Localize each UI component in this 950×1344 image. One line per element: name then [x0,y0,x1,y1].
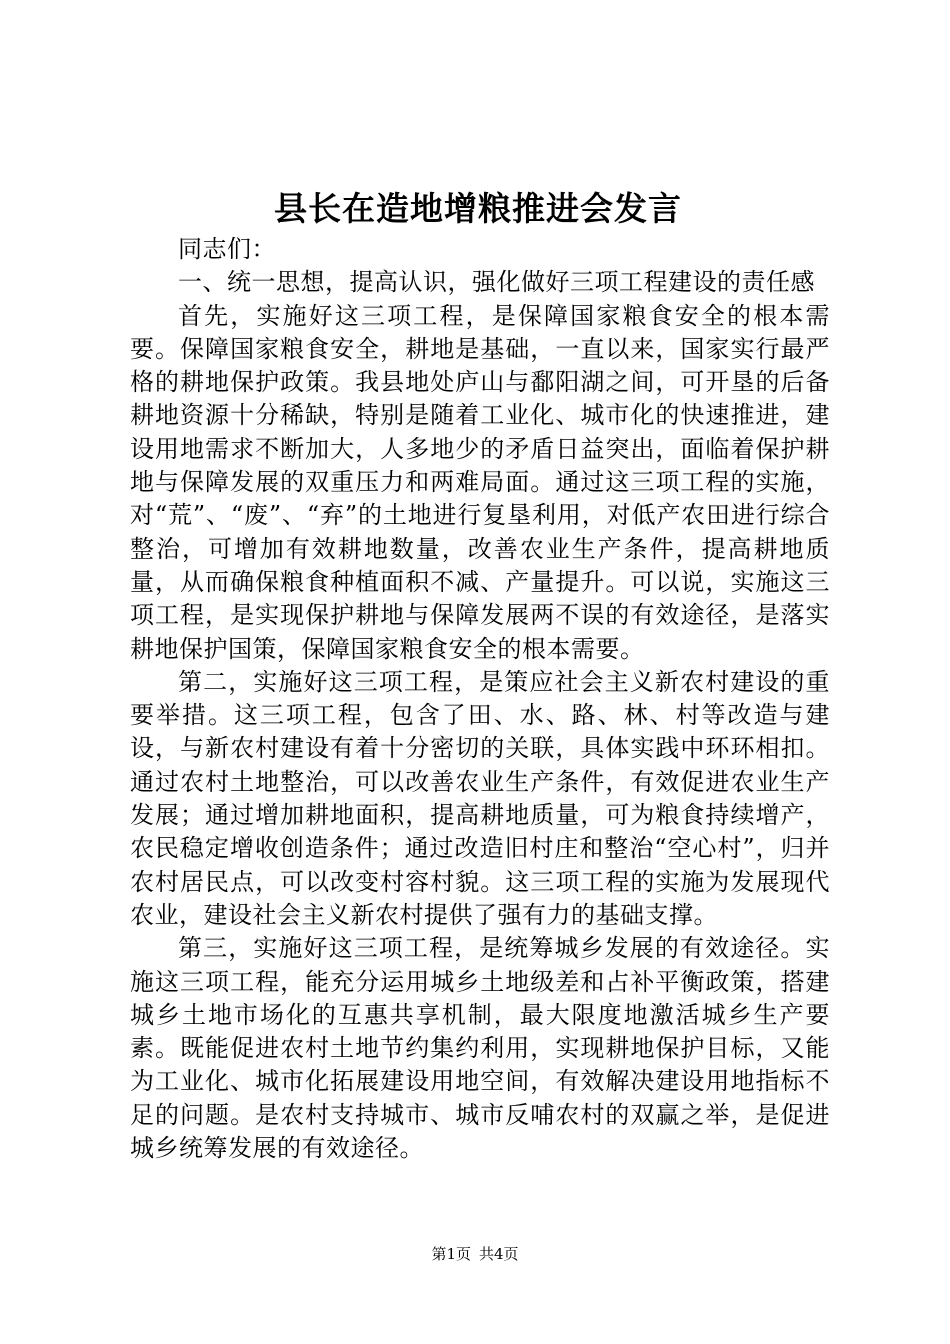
page-number: 第1页 [431,1245,471,1263]
page-total: 共4页 [479,1245,519,1263]
page-title: 县长在造地增粮推进会发言 [274,189,682,228]
greeting: 同志们： [178,235,276,263]
section-heading: 一、统一思想，提高认识，强化做好三项工程建设的责任感 [178,268,815,297]
paragraph-third: 第三，实施好这三项工程，是统筹城乡发展的有效途径。实施这三项工程，能充分运用城乡土地级差和占补平衡政策，搭建城乡土地市场化的互惠共享机制，最大限度地激活城乡生产要素。既能促进农村土地节约集约利用，实现耕地保护目标，又能为工业化、城市化拓展建设用地空间，有效解决建设用地指标不足的问题。是农村支持城市、城市反哺农村的双赢之举，是促进城乡统筹发展的有效途径。 [130,934,830,1163]
document-body [130,233,830,1165]
paragraph-first: 首先，实施好这三项工程，是保障国家粮食安全的根本需要。保障国家粮食安全，耕地是基础，一直以来，国家实行最严格的耕地保护政策。我县地处庐山与鄱阳湖之间，可开垦的后备耕地资源十分稀缺，特别是随着工业化、城市化的快速推进，建设用地需求不断加大，人多地少的矛盾日益突出，面临着保护耕地与保障发展的双重压力和两难局面。通过这三项工程的实施，对“荒”、“废”、“弃”的土地进行复垦利用，对低产农田进行综合整治，可增加有效耕地数量，改善农业生产条件，提高耕地质量，从而确保粮食种植面积不减、产量提升。可以说，实施这三项工程，是实现保护耕地与保障发展两不误的有效途径，是落实耕地保护国策，保障国家粮食安全的根本需要。 [130,301,830,663]
paragraph-second: 第二，实施好这三项工程，是策应社会主义新农村建设的重要举措。这三项工程，包含了田、水、路、林、村等改造与建设，与新农村建设有着十分密切的关联，具体实践中环环相扣。通过农村土地整治，可以改善农业生产条件，有效促进农业生产发展；通过增加耕地面积，提高耕地质量，可为粮食持续增产，农民稳定增收创造条件；通过改造旧村庄和整治“空心村”，归并农村居民点，可以改变村容村貌。这三项工程的实施为发展现代农业，建设社会主义新农村提供了强有力的基础支撑。 [130,667,830,929]
page-footer [0,1244,950,1264]
